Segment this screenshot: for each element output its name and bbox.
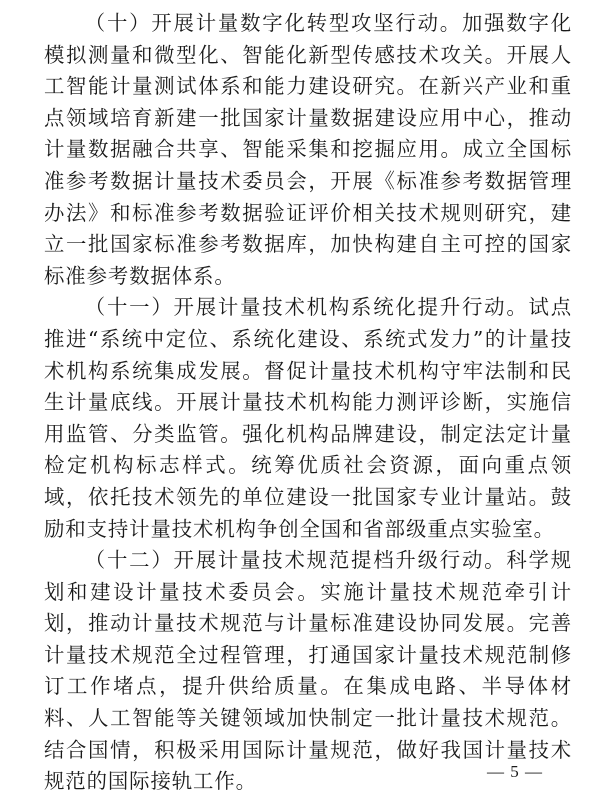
page-number: — 5 — [487,762,543,781]
paragraph-12: （十二）开展计量技术规范提档升级行动。科学规划和建设计量技术委员会。实施计量技术规范牵引计划，推动计量技术规范与计量标准建设协同发展。完善计量技术规范全过程管理，打通国家计量技术规范制修订工作堵点，提升供给质量。在集成电路、半导体材料、人工智能等关键领域加快制定一批计量技术规范。结合国情，积极采用国际计量规范，做好我国计量技术规范的国际接轨工作。 [44,548,572,794]
document-body [44,8,572,798]
paragraph-11: （十一）开展计量技术机构系统化提升行动。试点推进“系统中定位、系统化建设、系统式发力”的计量技术机构系统集成发展。督促计量技术机构守牢法制和民生计量底线。开展计量技术机构能力测评诊断，实施信用监管、分类监管。强化机构品牌建设，制定法定计量检定机构标志样式。统筹优质社会资源，面向重点领域，依托技术领先的单位建设一批国家专业计量站。鼓励和支持计量技术机构争创全国和省部级重点实验室。 [44,295,572,541]
paragraph-10: （十）开展计量数字化转型攻坚行动。加强数字化模拟测量和微型化、智能化新型传感技术攻关。开展人工智能计量测试体系和能力建设研究。在新兴产业和重点领域培育新建一批国家计量数据建设应用中心，推动计量数据融合共享、智能采集和挖掘应用。成立全国标准参考数据计量技术委员会，开展《标准参考数据管理办法》和标准参考数据验证评价相关技术规则研究，建立一批国家标准参考数据库，加快构建自主可控的国家标准参考数据体系。 [44,11,572,288]
